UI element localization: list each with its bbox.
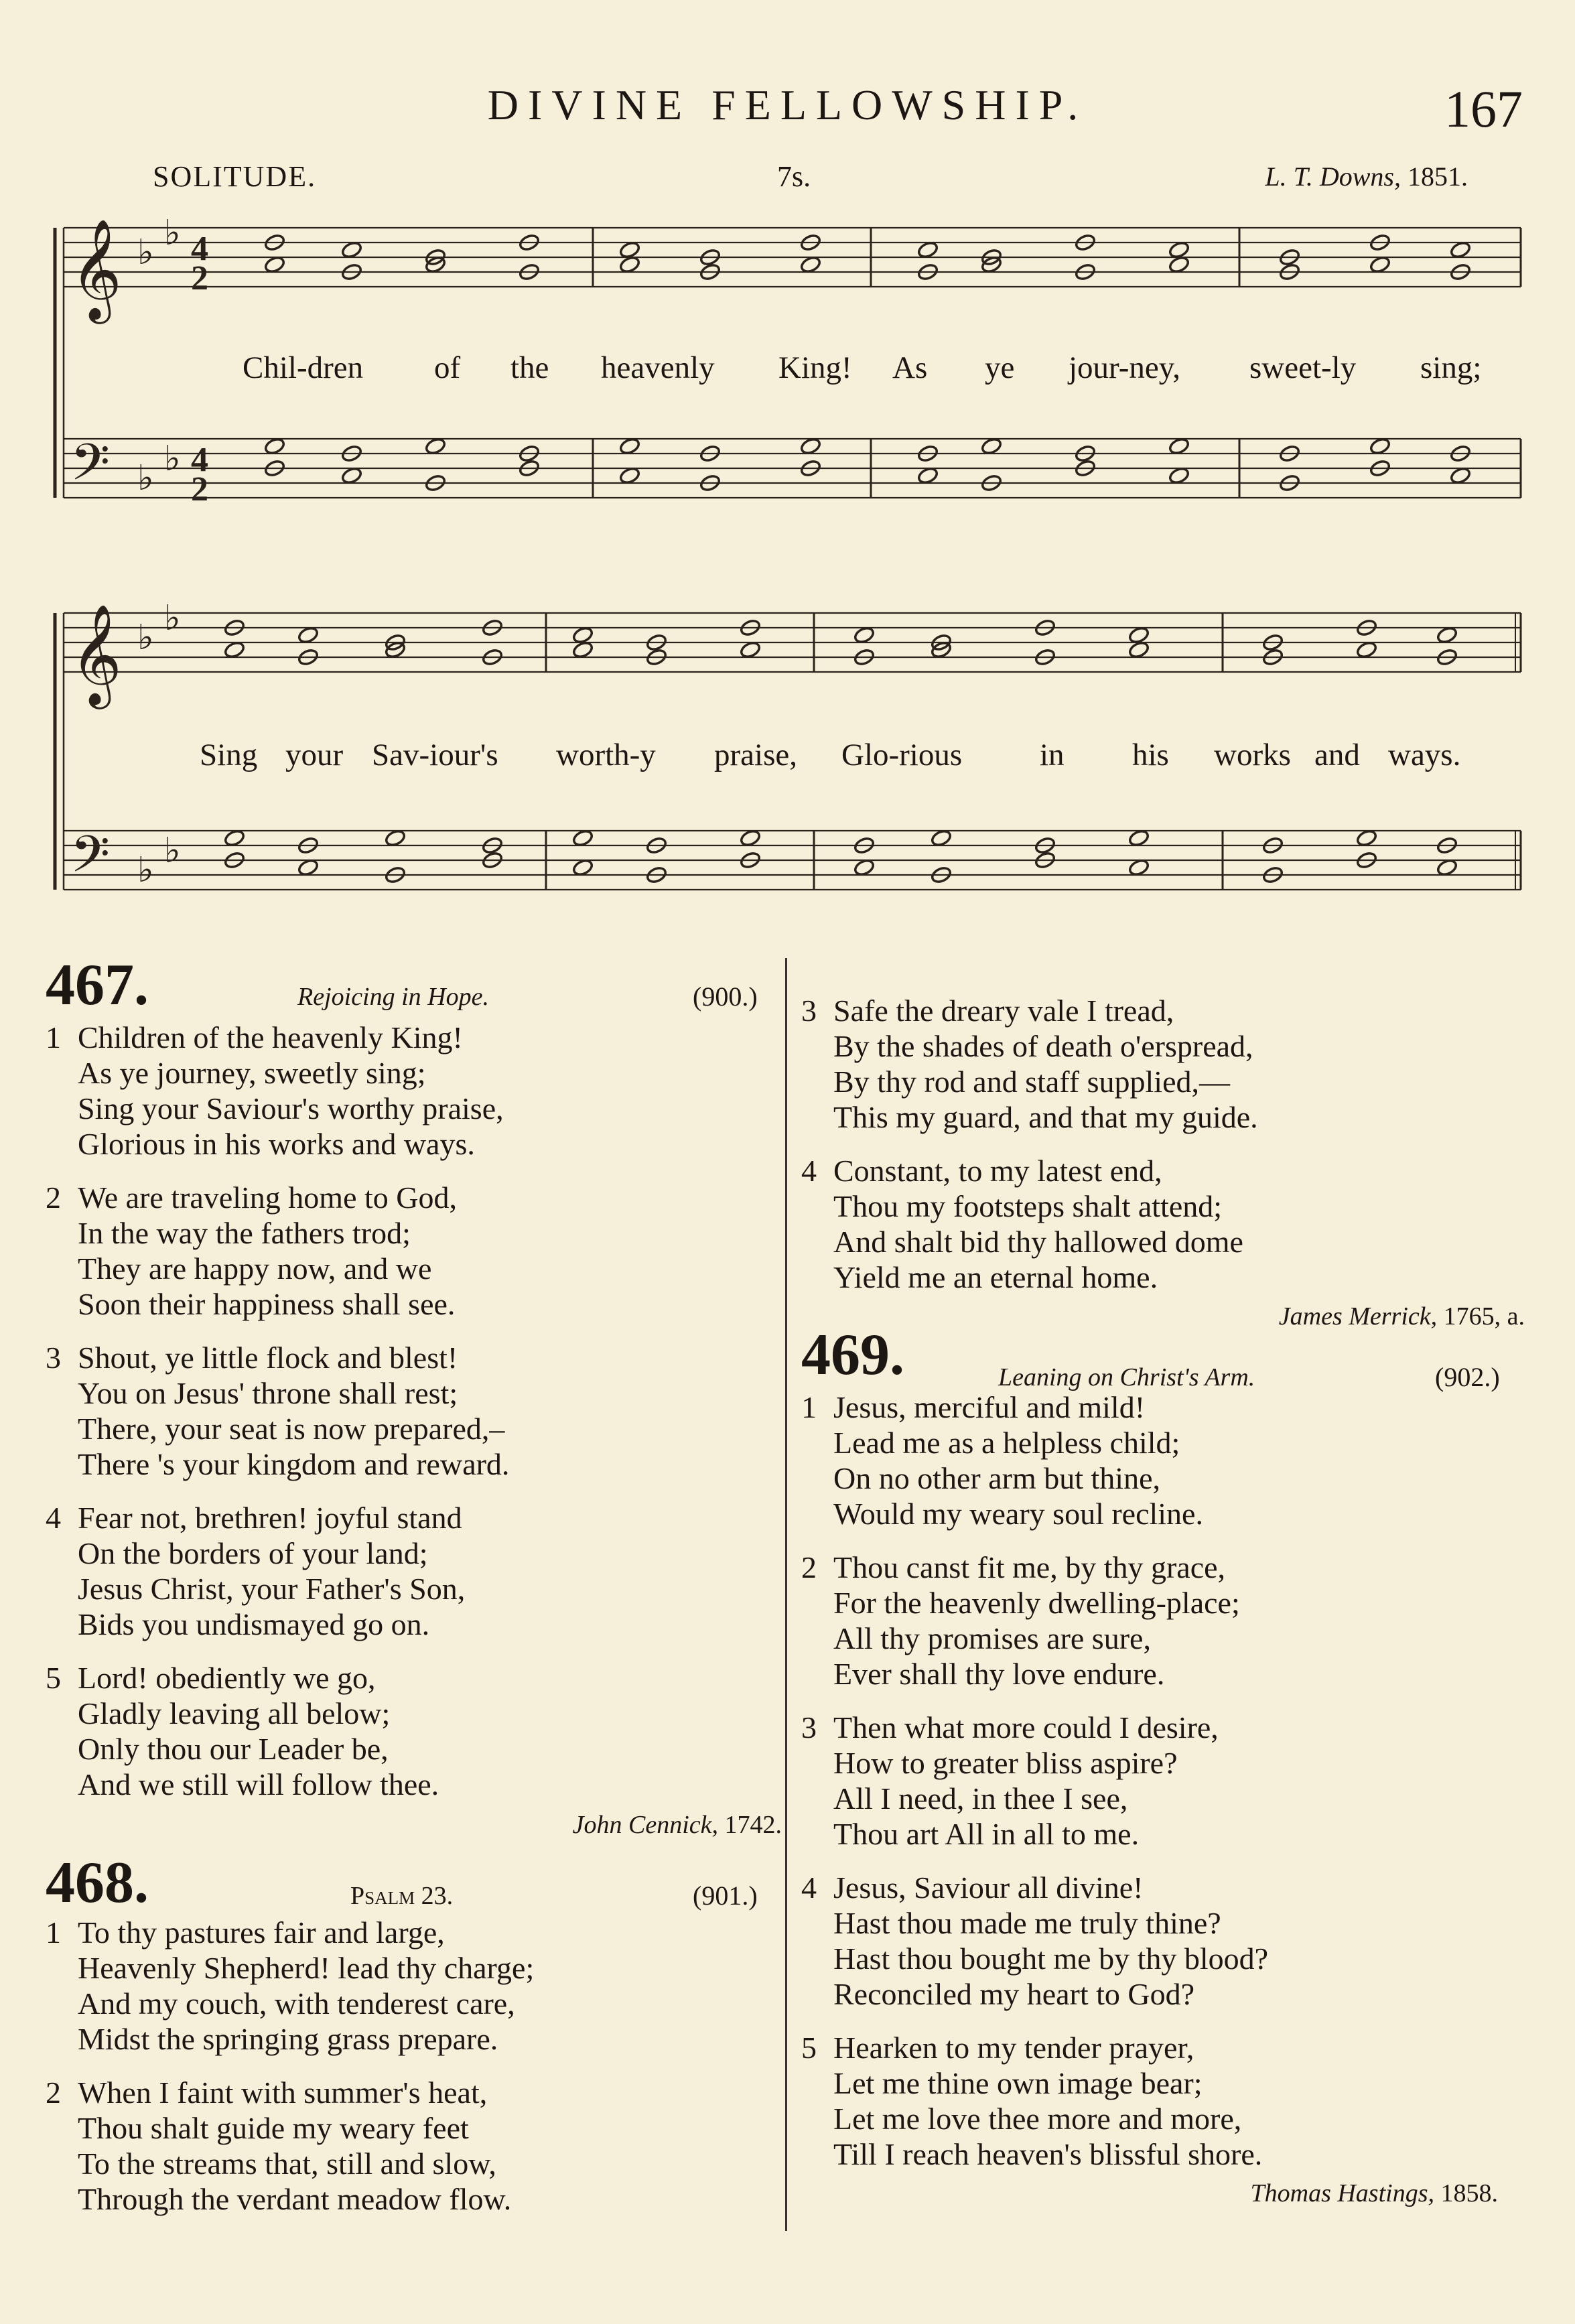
- notehead: [1369, 437, 1391, 456]
- flat-icon: ♭: [164, 600, 181, 638]
- notehead: [619, 255, 641, 274]
- verse-line: And my couch, with tenderest care,: [78, 1986, 515, 2021]
- hymn-tune-ref: (901.): [693, 1881, 758, 1911]
- notehead: [297, 858, 320, 877]
- flat-icon: ♭: [137, 460, 154, 498]
- composer-year: 1851.: [1408, 161, 1468, 192]
- stanza: [46, 1180, 782, 1322]
- lyric-word: ye: [985, 350, 1015, 385]
- hymn-author: [46, 1810, 782, 1840]
- notehead: [1168, 437, 1190, 456]
- flat-icon: ♭: [137, 234, 154, 272]
- lyric-word: King!: [778, 350, 852, 385]
- verse-line: There 's your kingdom and reward.: [78, 1447, 510, 1481]
- verse-line: We are traveling home to God,: [78, 1180, 457, 1215]
- notehead: [800, 437, 822, 456]
- notehead: [572, 858, 594, 877]
- hymn-author: [801, 2179, 1545, 2208]
- lyric-word: Glo-rious: [841, 738, 963, 772]
- verse-line: There, your seat is now prepared,–: [78, 1412, 505, 1446]
- notehead: [1356, 829, 1378, 847]
- stanza-number: 4: [801, 1870, 817, 1905]
- flat-icon: ♭: [137, 851, 154, 890]
- verse-line: Then what more could I desire,: [833, 1710, 1219, 1745]
- notehead: [264, 255, 286, 274]
- notehead: [572, 640, 594, 659]
- verse-line: Children of the heavenly King!: [78, 1020, 463, 1054]
- author-name: Thomas Hastings,: [1250, 2179, 1434, 2207]
- hymn-number: 469.: [801, 1322, 904, 1387]
- hymn-title: Leaning on Christ's Arm.: [998, 1363, 1255, 1391]
- verse-line: Ever shall thy love endure.: [833, 1657, 1165, 1691]
- stanza-number: 5: [801, 2031, 817, 2065]
- verse-line: Let me love thee more and more,: [833, 2102, 1242, 2136]
- stanza-number: 3: [801, 994, 817, 1028]
- stanza-number: 3: [46, 1341, 61, 1375]
- notehead: [619, 437, 641, 456]
- verse-line: And shalt bid thy hallowed dome: [833, 1225, 1243, 1259]
- notehead: [853, 626, 876, 644]
- verse-line: This my guard, and that my guide.: [833, 1100, 1258, 1134]
- flat-icon: ♭: [164, 214, 181, 253]
- notehead: [931, 829, 953, 847]
- stanza: [801, 1870, 1545, 2012]
- verse-line: Lord! obediently we go,: [78, 1661, 376, 1695]
- verse-line: Heavenly Shepherd! lead thy charge;: [78, 1951, 535, 1985]
- verse-line: For the heavenly dwelling-place;: [833, 1586, 1240, 1620]
- lyric-word: praise,: [714, 738, 797, 772]
- verse-line: Bids you undismayed go on.: [78, 1607, 430, 1641]
- verse-line: Lead me as a helpless child;: [833, 1426, 1180, 1460]
- verse-line: Till I reach heaven's blissful shore.: [833, 2137, 1263, 2171]
- hymn-468-continued: [801, 993, 1545, 1331]
- stanza-number: 4: [801, 1154, 817, 1188]
- verse-line: Yield me an eternal home.: [833, 1260, 1158, 1294]
- lyric-word: in: [1040, 738, 1065, 772]
- author-year: 1742.: [724, 1811, 782, 1839]
- verse-line: How to greater bliss aspire?: [833, 1746, 1178, 1780]
- notehead: [740, 640, 762, 659]
- notehead: [1436, 626, 1458, 644]
- time-signature: 2: [191, 259, 208, 297]
- notehead: [224, 640, 246, 659]
- stanza: [46, 1500, 782, 1642]
- stanza: [46, 1915, 782, 2057]
- verse-line: Shout, ye little flock and blest!: [78, 1341, 458, 1375]
- stanza: [801, 1550, 1545, 1692]
- music-score: [0, 0, 1575, 951]
- notehead: [1128, 640, 1150, 659]
- stanza-number: 5: [46, 1661, 61, 1695]
- verse-line: By the shades of death o'erspread,: [833, 1029, 1253, 1063]
- verse-line: Only thou our Leader be,: [78, 1732, 389, 1766]
- lyric-word: of: [434, 350, 461, 385]
- verse-line: And we still will follow thee.: [78, 1767, 439, 1801]
- verse-line: Midst the springing grass prepare.: [78, 2022, 498, 2056]
- treble-clef-icon: 𝄞: [70, 603, 122, 705]
- stanza: [801, 1389, 1545, 1531]
- notehead: [385, 829, 407, 847]
- author-name: James Merrick,: [1278, 1302, 1438, 1330]
- page-number: 167: [1444, 80, 1523, 138]
- verse-line: Hast thou made me truly thine?: [833, 1906, 1221, 1940]
- verse-line: You on Jesus' throne shall rest;: [78, 1376, 458, 1410]
- stanza: [801, 1710, 1545, 1852]
- notehead: [1450, 466, 1472, 485]
- verse-line: Thou art All in all to me.: [833, 1817, 1140, 1851]
- verse-line: Safe the dreary vale I tread,: [833, 994, 1174, 1028]
- lyric-word: sweet-ly: [1249, 350, 1357, 385]
- notehead: [572, 829, 594, 847]
- verse-line: Fear not, brethren! joyful stand: [78, 1501, 462, 1535]
- lyric-word: your: [285, 738, 344, 772]
- hymn-number: 468.: [46, 1850, 149, 1915]
- lyric-word: and: [1314, 738, 1360, 772]
- author-year: 1858.: [1440, 2179, 1498, 2207]
- notehead: [1128, 829, 1150, 847]
- verse-line: They are happy now, and we: [78, 1251, 432, 1286]
- notehead: [619, 466, 641, 485]
- verse-line: Sing your Saviour's worthy praise,: [78, 1091, 504, 1125]
- flat-icon: ♭: [164, 832, 181, 870]
- verse-line: Thou canst fit me, by thy grace,: [833, 1550, 1226, 1584]
- notehead: [341, 241, 363, 259]
- lyric-word: his: [1132, 738, 1169, 772]
- notehead: [1168, 255, 1190, 274]
- lyric-word: As: [892, 350, 928, 385]
- verse-line: Jesus, Saviour all divine!: [833, 1870, 1144, 1905]
- verse-line: Soon their happiness shall see.: [78, 1287, 456, 1321]
- stanza-number: 1: [801, 1390, 817, 1424]
- tune-meter: 7s.: [777, 160, 811, 193]
- bass-clef-icon: 𝄢: [70, 433, 111, 504]
- lyric-word: works: [1214, 738, 1291, 772]
- stanza-number: 2: [801, 1550, 817, 1584]
- verse-line: Reconciled my heart to God?: [833, 1977, 1195, 2011]
- running-title: DIVINE FELLOWSHIP.: [487, 81, 1088, 129]
- lyric-word: sing;: [1420, 350, 1482, 385]
- lyric-word: Chil-dren: [243, 350, 364, 385]
- verse-line: Jesus, merciful and mild!: [833, 1390, 1146, 1424]
- stanza-number: 3: [801, 1710, 817, 1745]
- verse-line: To the streams that, still and slow,: [78, 2146, 496, 2181]
- verse-line: In the way the fathers trod;: [78, 1216, 411, 1250]
- stanza: [46, 2075, 782, 2217]
- lyric-word: jour-ney,: [1069, 350, 1180, 385]
- stanza-number: 2: [46, 1180, 61, 1215]
- verse-line: Through the verdant meadow flow.: [78, 2182, 512, 2216]
- author-year: 1765, a.: [1443, 1302, 1525, 1330]
- verse-line: Thou my footsteps shalt attend;: [833, 1189, 1223, 1223]
- composer-name: L. T. Downs,: [1265, 161, 1401, 192]
- hymn-468: [46, 1849, 782, 2217]
- verse-line: Constant, to my latest end,: [833, 1154, 1162, 1188]
- notehead: [740, 829, 762, 847]
- notehead: [917, 466, 939, 485]
- verse-line: Jesus Christ, your Father's Son,: [78, 1572, 466, 1606]
- flat-icon: ♭: [164, 440, 181, 478]
- hymn-467: [46, 951, 782, 1840]
- verse-line: Thou shalt guide my weary feet: [78, 2111, 469, 2145]
- notehead: [1168, 241, 1190, 259]
- stanza-number: 1: [46, 1020, 61, 1054]
- lyric-word: the: [510, 350, 549, 385]
- treble-clef-icon: 𝄞: [70, 218, 122, 320]
- verse-line: Let me thine own image bear;: [833, 2066, 1203, 2100]
- hymn-tune-ref: (900.): [693, 981, 758, 1012]
- notehead: [341, 466, 363, 485]
- hymn-title: Psalm 23.: [350, 1882, 454, 1910]
- time-signature: 2: [191, 470, 208, 508]
- verse-line: Hast thou bought me by thy blood?: [833, 1941, 1269, 1976]
- notehead: [1168, 466, 1190, 485]
- verse-line: Hearken to my tender prayer,: [833, 2031, 1194, 2065]
- lyric-word: ways.: [1388, 738, 1461, 772]
- notehead: [981, 437, 1003, 456]
- tune-name: SOLITUDE.: [153, 160, 317, 193]
- notehead: [1450, 241, 1472, 259]
- verse-line: By thy rod and staff supplied,—: [833, 1065, 1230, 1099]
- verse-line: To thy pastures fair and large,: [78, 1915, 445, 1950]
- stanza: [801, 2030, 1545, 2172]
- stanza: [801, 993, 1545, 1135]
- verse-line: On the borders of your land;: [78, 1536, 428, 1570]
- verse-line: As ye journey, sweetly sing;: [78, 1056, 426, 1090]
- notehead: [619, 241, 641, 259]
- notehead: [425, 437, 447, 456]
- verse-line: Gladly leaving all below;: [78, 1696, 391, 1730]
- verse-line: Glorious in his works and ways.: [78, 1127, 475, 1161]
- stanza: [46, 1340, 782, 1482]
- lyric-word: Sav-iour's: [372, 738, 498, 772]
- stanza: [46, 1660, 782, 1802]
- bass-clef-icon: 𝄢: [70, 825, 111, 896]
- lyric-word: worth-y: [556, 738, 656, 772]
- column-divider: [785, 958, 787, 2231]
- notehead: [264, 437, 286, 456]
- stanza-number: 4: [46, 1501, 61, 1535]
- time-signature: 4: [191, 441, 208, 479]
- stanza-number: 1: [46, 1915, 61, 1950]
- notehead: [800, 255, 822, 274]
- notehead: [1356, 640, 1378, 659]
- notehead: [297, 626, 320, 644]
- notehead: [1128, 626, 1150, 644]
- hymn-tune-ref: (902.): [1435, 1362, 1500, 1392]
- hymn-number: 467.: [46, 953, 149, 1018]
- notehead: [224, 829, 246, 847]
- verse-line: When I faint with summer's heat,: [78, 2075, 488, 2110]
- lyric-word: heavenly: [601, 350, 715, 385]
- notehead: [572, 626, 594, 644]
- verse-line: Would my weary soul recline.: [833, 1497, 1203, 1531]
- stanza: [801, 1153, 1545, 1295]
- stanza-number: 2: [46, 2075, 61, 2110]
- author-name: John Cennick,: [572, 1811, 718, 1839]
- time-signature: 4: [191, 230, 208, 268]
- flat-icon: ♭: [137, 619, 154, 657]
- verse-line: All thy promises are sure,: [833, 1621, 1151, 1655]
- notehead: [1436, 858, 1458, 877]
- lyric-word: Sing: [200, 738, 258, 772]
- hymn-title: Rejoicing in Hope.: [297, 983, 489, 1011]
- verse-line: All I need, in thee I see,: [833, 1781, 1128, 1816]
- notehead: [1128, 858, 1150, 877]
- notehead: [917, 241, 939, 259]
- verse-line: On no other arm but thine,: [833, 1461, 1161, 1495]
- notehead: [853, 858, 876, 877]
- hymn-469: [801, 1321, 1545, 2208]
- notehead: [1369, 255, 1391, 274]
- stanza: [46, 1020, 782, 1162]
